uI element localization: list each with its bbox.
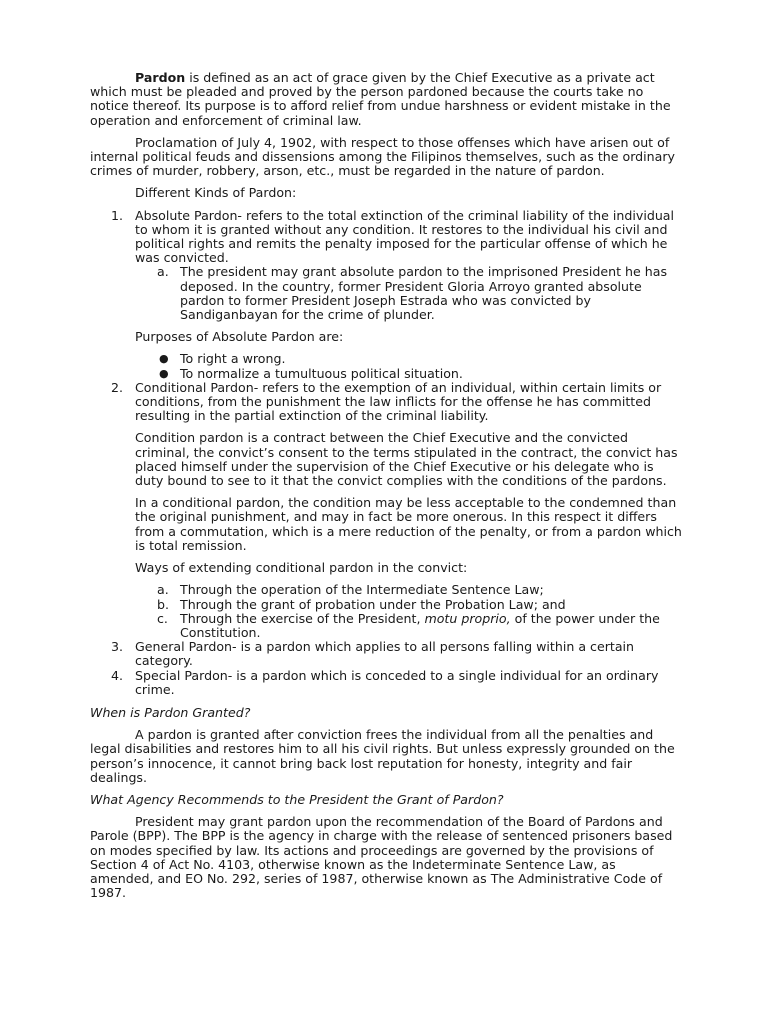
purpose-item xyxy=(135,367,682,381)
kind-item-conditional xyxy=(90,381,682,640)
ways-list xyxy=(135,583,682,640)
kinds-list xyxy=(90,209,682,697)
absolute-sub-item xyxy=(135,265,682,322)
kinds-heading: Different Kinds of Pardon: xyxy=(135,185,297,201)
document-page xyxy=(90,71,682,908)
ways-heading: Ways of extending conditional pardon in the convict: xyxy=(135,560,468,576)
way-text-after: of the power under the Constitution. xyxy=(180,610,660,640)
intro-term: Pardon xyxy=(135,70,186,85)
agency-paragraph: President may grant pardon upon the recommendation of the Board of Pardons and Parole (BPP). The BPP is the agency in charge with the release of sentenced prisoners based on modes specified by law. Its actions and proceedings are governed by the provisions of Section 4 of Act No. 4103, otherwise known as the Indeterminate Sentence Law, as amended, and EO No. 292, series of 1987, otherwise known as The Administrative Code of 1987. xyxy=(90,814,673,901)
kind-text: General Pardon- is a pardon which applies to all persons falling within a certain category. xyxy=(135,639,635,669)
kind-item-absolute xyxy=(90,209,682,381)
kind-item-general xyxy=(90,640,682,668)
way-item xyxy=(135,598,682,612)
purpose-item xyxy=(135,352,682,366)
kind-text: Conditional Pardon- refers to the exemption of an individual, within certain limits or conditions, from the punishment the law inflicts for the offense he has committed resulting in the partial extinction of the criminal liability. xyxy=(135,379,662,424)
purposes-list xyxy=(135,352,682,380)
kind-item-special xyxy=(90,669,682,697)
intro-paragraph xyxy=(90,71,682,128)
way-item xyxy=(135,612,682,640)
when-paragraph: A pardon is granted after conviction frees the individual from all the penalties and legal disabilities and restores him to all his civil rights. But unless expressly grounded on the person’s innocence, it cannot bring back lost reputation for honesty, integrity and fair dealings. xyxy=(90,727,675,785)
way-text: Through the operation of the Intermediate Sentence Law; xyxy=(180,582,544,598)
kind-number: 4. xyxy=(111,667,124,683)
way-text-italic: motu proprio, xyxy=(424,610,511,626)
when-heading: When is Pardon Granted? xyxy=(90,704,251,720)
sub-text: The president may grant absolute pardon to the imprisoned President he has deposed. In the country, former President Gloria Arroyo granted absolute pardon to former President Joseph Estrada who was convicted by Sandiganbayan for the crime of plunder. xyxy=(180,264,668,323)
proclamation-paragraph: Proclamation of July 4, 1902, with respect to those offenses which have arisen out of internal political feuds and dissensions among the Filipinos themselves, such as the ordinary crimes of murder, robbery, arson, etc., must be regarded in the nature of pardon. xyxy=(90,134,675,179)
kind-text: Absolute Pardon- refers to the total extinction of the criminal liability of the individual to whom it is granted without any condition. It restores to the individual his civil and political rights and remits the penalty imposed for the particular offense of which he was convicted. xyxy=(135,207,675,266)
conditional-paragraph-1: Condition pardon is a contract between the Chief Executive and the convicted criminal, the convict’s consent to the terms stipulated in the contract, the convict has placed himself under the supervision of the Chief Executive or his delegate who is duty bound to see to it that the convict complies with the conditions of the pardons. xyxy=(135,430,678,489)
way-label: a. xyxy=(157,582,169,598)
agency-heading: What Agency Recommends to the President the Grant of Pardon? xyxy=(90,791,504,807)
way-label: b. xyxy=(157,596,169,612)
absolute-sublist xyxy=(135,265,682,322)
purpose-text: To right a wrong. xyxy=(180,351,286,367)
bullet-icon: ● xyxy=(159,366,169,380)
conditional-paragraph-2: In a conditional pardon, the condition may be less acceptable to the condemned than the original punishment, and may in fact be more onerous. In this respect it differs from a commutation, which is a mere reduction of the penalty, or from a pardon which is total remission. xyxy=(135,495,682,553)
way-text-before: Through the exercise of the President, xyxy=(180,610,425,626)
kind-number: 3. xyxy=(111,639,124,655)
bullet-icon: ● xyxy=(159,352,169,366)
kind-number: 2. xyxy=(111,379,124,395)
kind-number: 1. xyxy=(111,207,124,223)
way-item xyxy=(135,583,682,597)
kind-text: Special Pardon- is a pardon which is conceded to a single individual for an ordinary crime. xyxy=(135,667,659,697)
way-label: c. xyxy=(157,610,168,626)
way-text: Through the grant of probation under the Probation Law; and xyxy=(180,596,566,612)
purpose-text: To normalize a tumultuous political situation. xyxy=(180,365,463,381)
sub-label: a. xyxy=(157,264,169,280)
intro-definition: is defined as an act of grace given by the Chief Executive as a private act which must be pleaded and proved by the person pardoned because the courts take no notice thereof. Its purpose is to afford relief from undue harshness or evident mistake in the operation and enforcement of criminal law. xyxy=(90,70,671,128)
purposes-heading: Purposes of Absolute Pardon are: xyxy=(135,329,344,345)
